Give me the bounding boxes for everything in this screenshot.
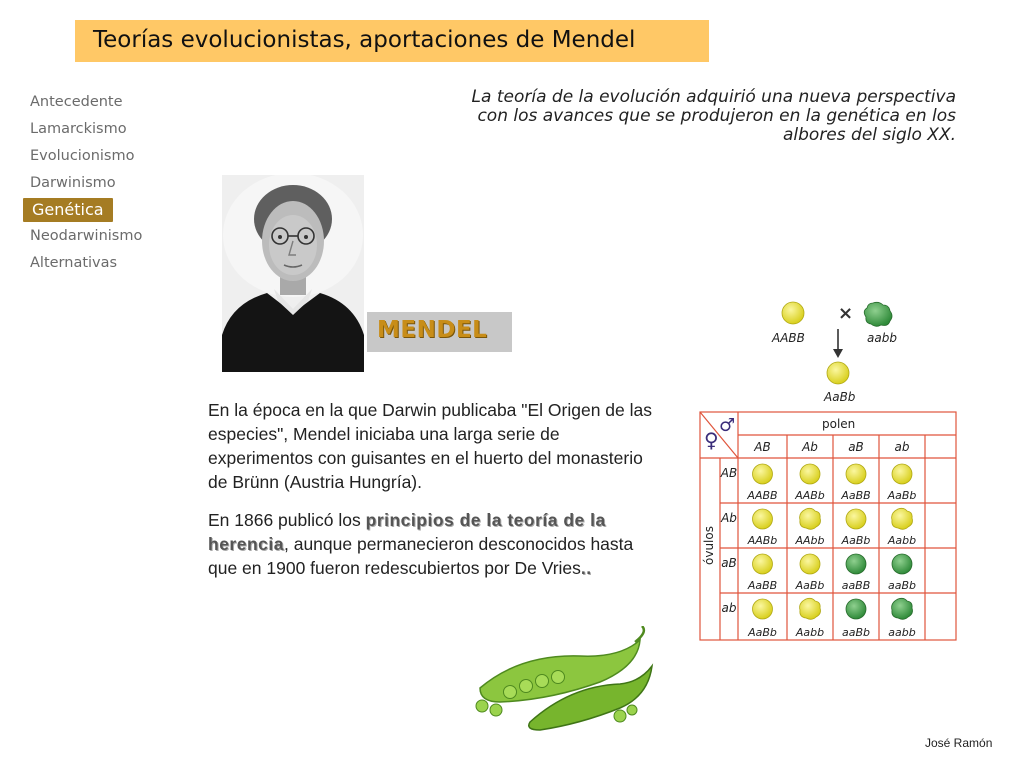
pea-yellow-round	[892, 464, 912, 484]
mendel-portrait	[222, 175, 364, 372]
pea-yellow-wrinkled	[892, 508, 913, 529]
column-gamete: ab	[894, 440, 910, 454]
cell-genotype: aaBB	[841, 579, 871, 592]
parent2-genotype: aabb	[867, 331, 897, 345]
intro-line: con los avances que se produjeron en la genética en los	[477, 106, 956, 126]
highlight-principios: principios de la teoría de la herencia	[208, 510, 606, 554]
cell-genotype: AaBb	[795, 579, 825, 592]
pea-yellow-wrinkled	[800, 598, 821, 619]
cell-genotype: AaBB	[747, 579, 778, 592]
row-gamete: AB	[720, 466, 738, 480]
row-gamete: Ab	[721, 511, 737, 525]
column-gamete: AB	[754, 440, 771, 454]
cross-symbol: ×	[838, 303, 854, 324]
parent1-genotype: AABB	[772, 331, 805, 345]
cell-genotype: AaBB	[841, 489, 871, 502]
cell-genotype: AABB	[747, 489, 778, 502]
paragraph-1: En la época en la que Darwin publicaba "El Origen de las especies", Mendel iniciaba una larga serie de experimentos con guisantes en el huerto del monasterio de Brünn (Austria Hungría).	[208, 400, 652, 492]
column-gamete: aB	[848, 440, 864, 454]
row-gamete: ab	[721, 601, 737, 615]
nav-item-antecedente[interactable]: Antecedente	[30, 94, 123, 110]
intro-line: albores del siglo XX.	[782, 125, 956, 145]
mendel-label-box	[367, 312, 512, 352]
pea-yellow-wrinkled	[800, 508, 821, 529]
row-gamete: aB	[721, 556, 737, 570]
pea-pod-illustration	[470, 626, 660, 732]
mendel-label: MENDEL	[377, 317, 488, 343]
intro-text	[410, 88, 956, 145]
pea-yellow-round	[800, 554, 820, 574]
cell-genotype: Aabb	[795, 626, 825, 639]
ovulos-label: óvulos	[702, 526, 716, 565]
pea-yellow-round	[800, 464, 820, 484]
cell-genotype: aaBb	[887, 579, 917, 592]
pea-green-wrinkled	[892, 598, 913, 619]
cell-genotype: AABb	[795, 489, 825, 502]
intro-line: La teoría de la evolución adquirió una nueva perspectiva	[471, 87, 956, 107]
pea-yellow-round	[753, 464, 773, 484]
pea-yellow-round	[753, 554, 773, 574]
cell-genotype: AaBb	[841, 534, 871, 547]
nav-item-darwinismo[interactable]: Darwinismo	[30, 175, 116, 191]
pea-green-round	[892, 554, 912, 574]
pea-yellow-round	[753, 509, 773, 529]
column-gamete: Ab	[802, 440, 818, 454]
cell-genotype: AaBb	[887, 489, 917, 502]
polen-label: polen	[822, 417, 856, 431]
cell-genotype: AABb	[747, 534, 778, 547]
paragraph-2-end: ..	[580, 558, 592, 578]
paragraph-2	[208, 508, 653, 580]
cell-genotype: Aabb	[887, 534, 917, 547]
page-title: Teorías evolucionistas, aportaciones de Mendel	[93, 27, 636, 53]
author-credit: José Ramón	[925, 736, 993, 750]
cell-genotype: AaBb	[748, 626, 777, 639]
punnett-grid	[700, 412, 956, 640]
cell-genotype: aaBb	[841, 626, 871, 639]
pea-green-round	[846, 599, 866, 619]
male-symbol: ♂	[719, 415, 736, 436]
pea-yellow-round	[846, 464, 866, 484]
pea-green-round	[846, 554, 866, 574]
punnett-diagram	[690, 297, 960, 647]
cell-genotype: aabb	[888, 626, 916, 639]
nav-item-genetica[interactable]: Genética	[23, 198, 113, 222]
nav-item-neodarwinismo[interactable]: Neodarwinismo	[30, 228, 143, 244]
pea-yellow-round	[782, 302, 804, 324]
arrow-head	[833, 349, 843, 358]
cell-genotype: AAbb	[795, 534, 825, 547]
nav-item-lamarckismo[interactable]: Lamarckismo	[30, 121, 127, 137]
nav-item-evolucionismo[interactable]: Evolucionismo	[30, 148, 135, 164]
pea-yellow-round	[753, 599, 773, 619]
body-text	[208, 398, 653, 594]
pea-green-wrinkled	[864, 302, 892, 326]
paragraph-2-suffix: , aunque permanecieron desconocidos hasta que en 1900 fueron redescubiertos por De Vries	[208, 534, 634, 578]
f1-genotype: AaBb	[824, 390, 856, 404]
pea-f1	[827, 362, 849, 384]
female-symbol: ♀	[704, 428, 719, 452]
title-bar	[75, 20, 709, 62]
paragraph-2-prefix: En 1866 publicó los	[208, 510, 366, 530]
pea-yellow-round	[846, 509, 866, 529]
nav-item-alternativas[interactable]: Alternativas	[30, 255, 118, 271]
